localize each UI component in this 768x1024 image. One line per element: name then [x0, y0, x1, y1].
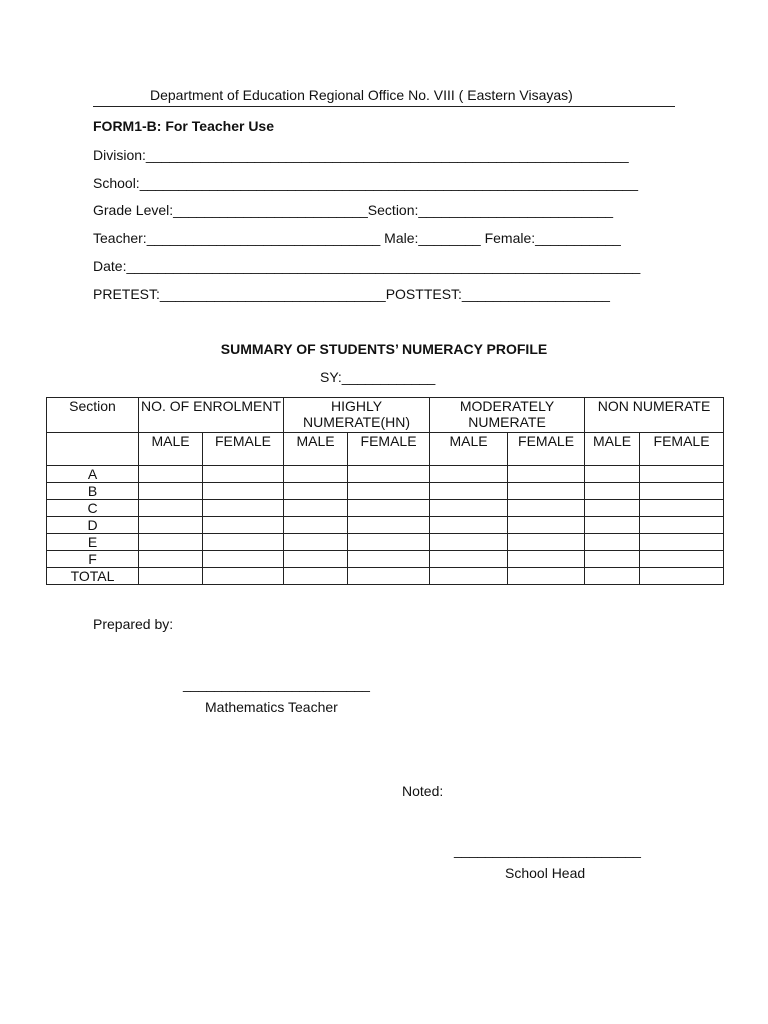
subheader-female: FEMALE	[640, 433, 724, 466]
table-cell[interactable]	[585, 466, 640, 483]
header-rule	[93, 106, 675, 107]
head-role-label: School Head	[505, 865, 586, 881]
table-cell[interactable]	[430, 466, 508, 483]
form-title: FORM1-B: For Teacher Use	[93, 118, 274, 134]
table-row	[47, 551, 724, 568]
table-cell[interactable]	[139, 466, 203, 483]
table-cell[interactable]	[640, 466, 724, 483]
teacher-role-label: Mathematics Teacher	[205, 699, 338, 715]
moderately-numerate-header: MODERATELY NUMERATE	[430, 398, 585, 433]
table-cell[interactable]	[139, 517, 203, 534]
table-row	[47, 483, 724, 500]
row-label: E	[47, 534, 139, 551]
table-cell[interactable]	[284, 483, 348, 500]
table-cell[interactable]	[348, 551, 430, 568]
table-cell[interactable]	[508, 500, 585, 517]
date-field[interactable]: Date:__________________________________________________________________	[93, 258, 641, 274]
section-header: Section	[47, 398, 139, 433]
school-year-field[interactable]: SY:____________	[320, 369, 436, 385]
table-cell[interactable]	[203, 534, 284, 551]
table-row	[47, 500, 724, 517]
table-cell[interactable]	[430, 483, 508, 500]
table-cell[interactable]	[430, 551, 508, 568]
table-cell[interactable]	[139, 483, 203, 500]
table-cell[interactable]	[508, 568, 585, 585]
table-row	[47, 517, 724, 534]
numeracy-table	[46, 397, 724, 585]
table-cell[interactable]	[430, 534, 508, 551]
grade-section-field[interactable]: Grade Level:_________________________Section:_________________________	[93, 202, 614, 218]
school-field[interactable]: School:________________________________________________________________	[93, 175, 639, 191]
table-cell[interactable]	[585, 517, 640, 534]
table-cell[interactable]	[640, 568, 724, 585]
table-cell[interactable]	[430, 500, 508, 517]
table-cell[interactable]	[585, 534, 640, 551]
table-cell[interactable]	[640, 517, 724, 534]
row-label: F	[47, 551, 139, 568]
table-cell[interactable]	[585, 483, 640, 500]
table-cell[interactable]	[348, 500, 430, 517]
table-cell[interactable]	[139, 551, 203, 568]
division-field[interactable]: Division:______________________________________________________________	[93, 147, 629, 163]
subheader-female: FEMALE	[508, 433, 585, 466]
table-row	[47, 466, 724, 483]
table-cell[interactable]	[640, 483, 724, 500]
table-cell[interactable]	[284, 466, 348, 483]
table-cell[interactable]	[139, 500, 203, 517]
table-cell[interactable]	[348, 466, 430, 483]
table-cell[interactable]	[508, 466, 585, 483]
teacher-field[interactable]: Teacher:______________________________ Male:________ Female:___________	[93, 230, 621, 246]
row-label: C	[47, 500, 139, 517]
table-cell[interactable]	[203, 517, 284, 534]
subheader-female: FEMALE	[348, 433, 430, 466]
table-cell[interactable]	[348, 517, 430, 534]
teacher-signature-line[interactable]: ________________________	[183, 676, 370, 692]
table-row	[47, 568, 724, 585]
row-label: A	[47, 466, 139, 483]
head-signature-line[interactable]: ________________________	[454, 842, 641, 858]
row-label: B	[47, 483, 139, 500]
table-cell[interactable]	[585, 500, 640, 517]
table-cell[interactable]	[508, 534, 585, 551]
subheader-male: MALE	[430, 433, 508, 466]
subheader-female: FEMALE	[203, 433, 284, 466]
table-cell[interactable]	[203, 466, 284, 483]
table-cell[interactable]	[203, 551, 284, 568]
section-subheader-blank	[47, 433, 139, 466]
table-cell[interactable]	[203, 500, 284, 517]
enrolment-header: NO. OF ENROLMENT	[139, 398, 284, 433]
prepared-by-label: Prepared by:	[93, 616, 174, 632]
table-cell[interactable]	[585, 551, 640, 568]
table-cell[interactable]	[139, 534, 203, 551]
table-cell[interactable]	[640, 534, 724, 551]
subheader-male: MALE	[139, 433, 203, 466]
row-label: TOTAL	[47, 568, 139, 585]
table-cell[interactable]	[508, 551, 585, 568]
table-cell[interactable]	[508, 483, 585, 500]
table-cell[interactable]	[348, 568, 430, 585]
table-cell[interactable]	[640, 551, 724, 568]
table-cell[interactable]	[139, 568, 203, 585]
non-numerate-header: NON NUMERATE	[585, 398, 724, 433]
summary-title: SUMMARY OF STUDENTS’ NUMERACY PROFILE	[220, 341, 548, 357]
table-cell[interactable]	[284, 568, 348, 585]
subheader-male: MALE	[585, 433, 640, 466]
table-cell[interactable]	[203, 483, 284, 500]
highly-numerate-header: HIGHLY NUMERATE(HN)	[284, 398, 430, 433]
subheader-male: MALE	[284, 433, 348, 466]
table-cell[interactable]	[203, 568, 284, 585]
table-cell[interactable]	[348, 483, 430, 500]
table-row	[47, 534, 724, 551]
table-cell[interactable]	[508, 517, 585, 534]
table-cell[interactable]	[284, 534, 348, 551]
table-cell[interactable]	[430, 568, 508, 585]
table-cell[interactable]	[284, 517, 348, 534]
table-cell[interactable]	[585, 568, 640, 585]
table-cell[interactable]	[348, 534, 430, 551]
row-label: D	[47, 517, 139, 534]
agency-header: Department of Education Regional Office No. VIII ( Eastern Visayas)	[150, 87, 573, 103]
table-cell[interactable]	[284, 500, 348, 517]
table-cell[interactable]	[284, 551, 348, 568]
table-cell[interactable]	[430, 517, 508, 534]
pretest-posttest-field[interactable]: PRETEST:_____________________________POSTTEST:___________________	[93, 286, 610, 302]
table-cell[interactable]	[640, 500, 724, 517]
noted-label: Noted:	[402, 783, 444, 799]
